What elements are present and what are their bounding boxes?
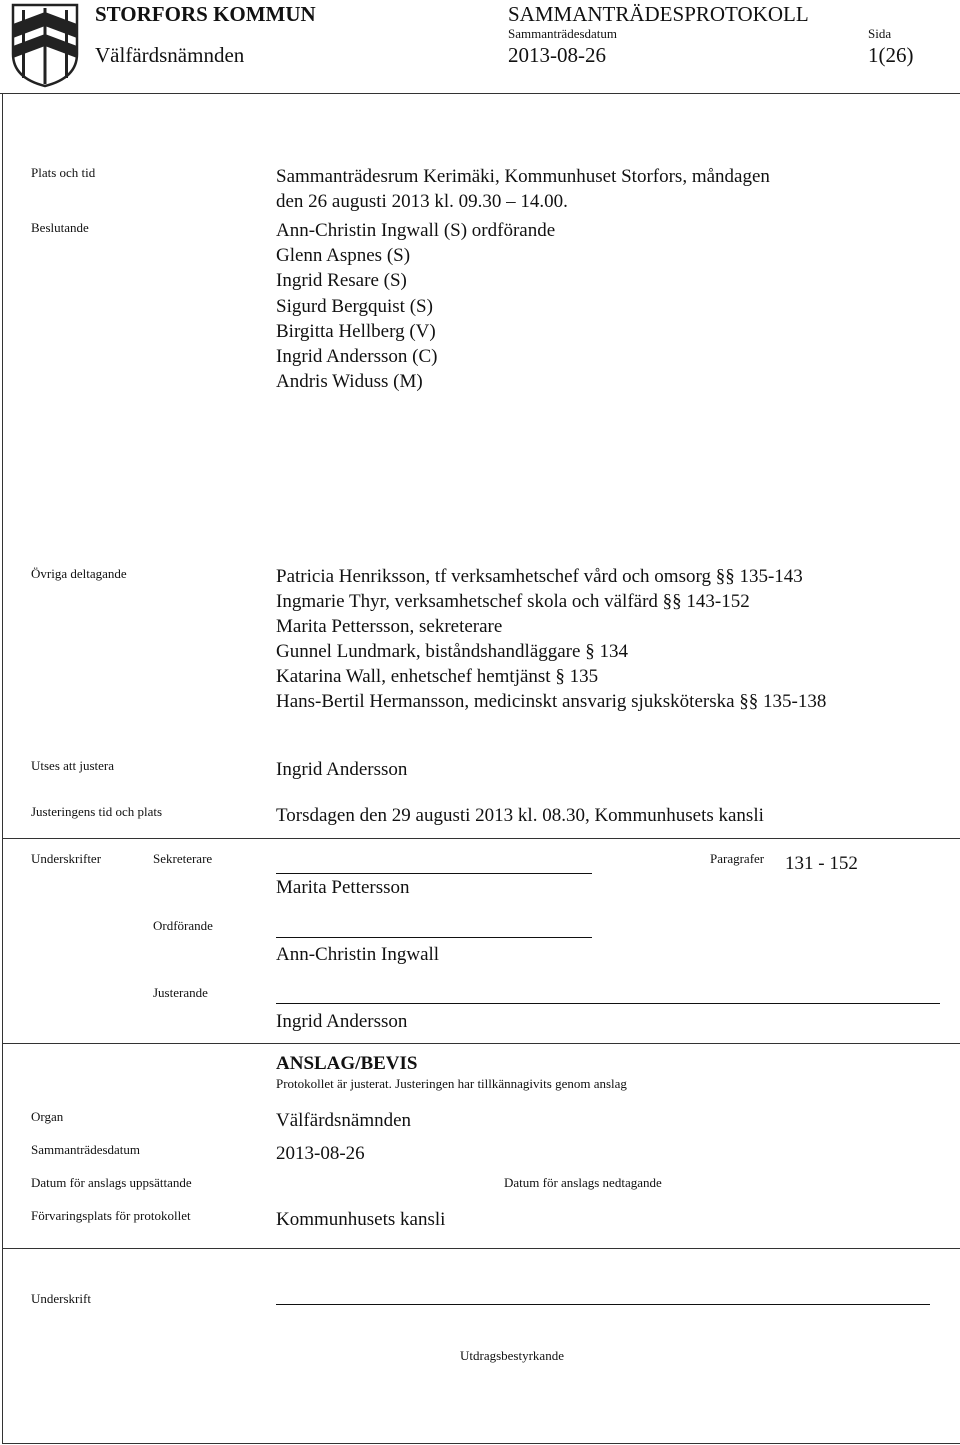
protocol-title: SAMMANTRÄDESPROTOKOLL: [508, 2, 809, 26]
participant: Marita Pettersson, sekreterare: [276, 616, 503, 637]
municipality-name: STORFORS KOMMUN: [95, 2, 316, 26]
decision-maker: Sigurd Bergquist (S): [276, 296, 433, 317]
chair-signature-line: [276, 937, 592, 938]
paragraphs-value: 131 - 152: [785, 853, 858, 874]
removed-date-label: Datum för anslags nedtagande: [504, 1175, 662, 1190]
certification-label: Utdragsbestyrkande: [460, 1348, 564, 1363]
secretary-label: Sekreterare: [153, 851, 213, 866]
organ-value: Välfärdsnämnden: [276, 1110, 412, 1131]
signature-label: Underskrift: [31, 1291, 91, 1306]
page-caption: Sida: [868, 26, 892, 41]
participant: Gunnel Lundmark, biståndshandläggare § 134: [276, 641, 628, 662]
page-number: 1(26): [868, 43, 914, 67]
notice-title: ANSLAG/BEVIS: [276, 1053, 418, 1074]
chair-name: Ann-Christin Ingwall: [276, 944, 440, 965]
adjuster-signature-name: Ingrid Andersson: [276, 1011, 408, 1032]
notice-subtitle: Protokollet är justerat. Justeringen har tillkännagivits genom anslag: [276, 1076, 627, 1091]
notice-meeting-date-value: 2013-08-26: [276, 1143, 365, 1164]
adjuster-signature-line: [276, 1003, 940, 1004]
section-divider: [2, 1248, 960, 1249]
participant: Katarina Wall, enhetschef hemtjänst § 135: [276, 666, 599, 687]
meeting-date: 2013-08-26: [508, 43, 606, 67]
participant: Hans-Bertil Hermansson, medicinskt ansvarig sjuksköterska §§ 135-138: [276, 691, 827, 712]
decision-makers-label: Beslutande: [31, 220, 89, 235]
storage-label: Förvaringsplats för protokollet: [31, 1208, 191, 1223]
decision-maker: Birgitta Hellberg (V): [276, 321, 436, 342]
decision-maker: Ingrid Andersson (C): [276, 346, 438, 367]
section-divider: [2, 1043, 960, 1044]
decision-maker: Glenn Aspnes (S): [276, 245, 411, 266]
signatures-label: Underskrifter: [31, 851, 102, 866]
adjuster-label: Utses att justera: [31, 758, 115, 773]
other-participants-label: Övriga deltagande: [31, 566, 127, 581]
posted-date-label: Datum för anslags uppsättande: [31, 1175, 192, 1190]
header-divider: [0, 93, 960, 94]
secretary-name: Marita Pettersson: [276, 877, 410, 898]
notice-signature-line: [276, 1304, 930, 1305]
decision-maker: Ingrid Resare (S): [276, 270, 407, 291]
paragraphs-label: Paragrafer: [710, 851, 765, 866]
secretary-signature-line: [276, 873, 592, 874]
meeting-date-caption: Sammanträdesdatum: [508, 26, 618, 41]
storage-value: Kommunhusets kansli: [276, 1209, 446, 1230]
participant: Ingmarie Thyr, verksamhetschef skola och välfärd §§ 143-152: [276, 591, 750, 612]
municipality-coat-of-arms: [10, 2, 80, 88]
adjuster-name: Ingrid Andersson: [276, 759, 408, 780]
adjuster-signature-label: Justerande: [153, 985, 208, 1000]
organ-label: Organ: [31, 1109, 64, 1124]
adjustment-time-value: Torsdagen den 29 augusti 2013 kl. 08.30, Kommunhusets kansli: [276, 805, 764, 826]
chair-label: Ordförande: [153, 918, 213, 933]
board-name: Välfärdsnämnden: [95, 43, 245, 67]
place-time-line2: den 26 augusti 2013 kl. 09.30 – 14.00.: [276, 191, 568, 212]
section-divider: [2, 838, 960, 839]
place-time-label: Plats och tid: [31, 165, 96, 180]
bottom-border: [2, 1443, 960, 1444]
decision-maker: Ann-Christin Ingwall (S) ordförande: [276, 220, 556, 241]
place-time-line1: Sammanträdesrum Kerimäki, Kommunhuset Storfors, måndagen: [276, 166, 770, 187]
left-border: [2, 93, 3, 1443]
notice-meeting-date-label: Sammanträdesdatum: [31, 1142, 141, 1157]
decision-maker: Andris Widuss (M): [276, 371, 423, 392]
participant: Patricia Henriksson, tf verksamhetschef vård och omsorg §§ 135-143: [276, 566, 803, 587]
adjustment-time-label: Justeringens tid och plats: [31, 804, 163, 819]
